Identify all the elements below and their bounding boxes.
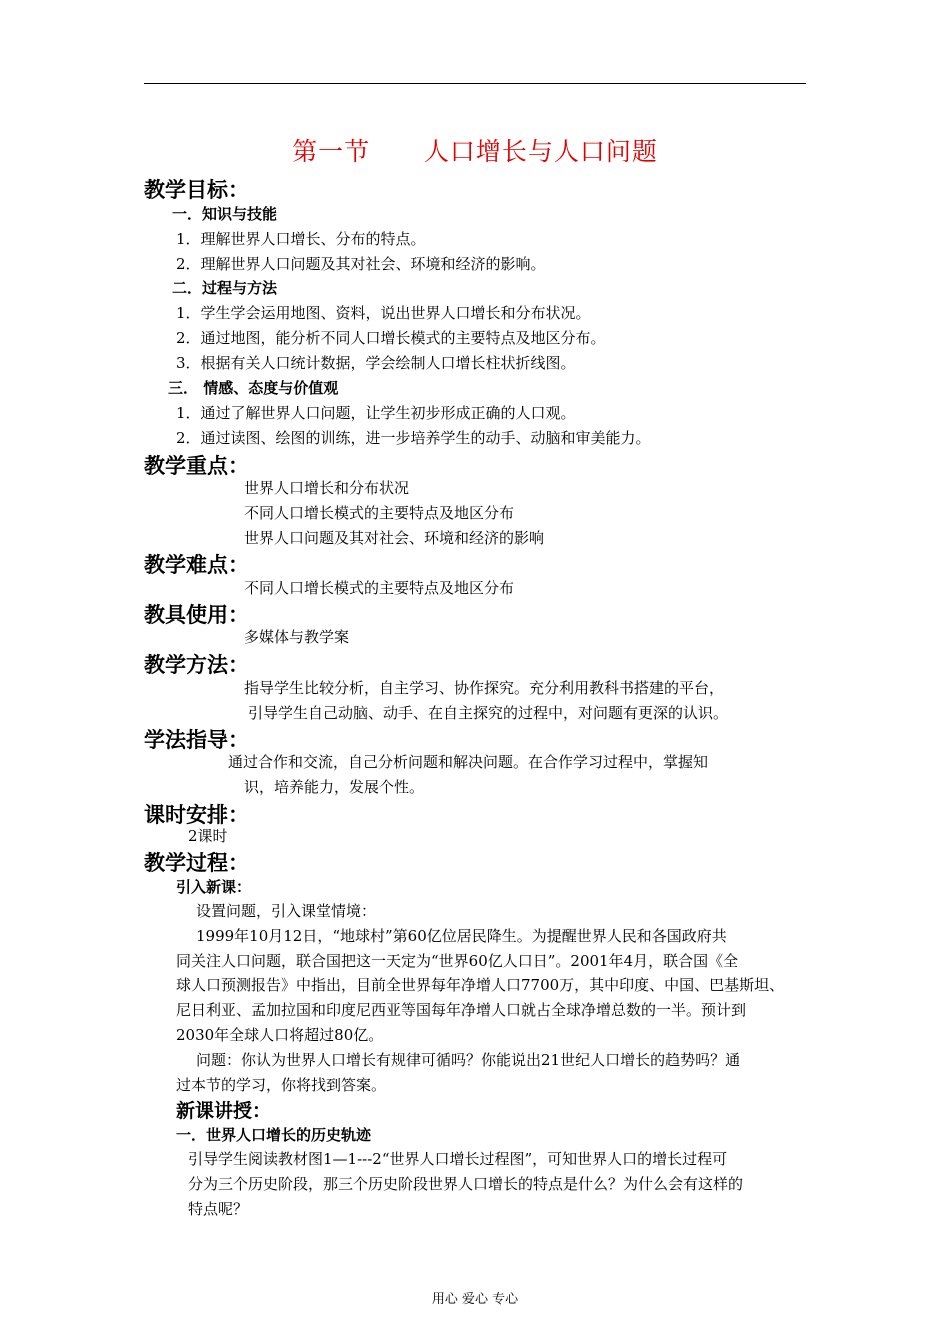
methods-line: 指导学生比较分析，自主学习、协作探究。充分利用教科书搭建的平台， bbox=[244, 679, 725, 697]
study-guide-line: 识，培养能力，发展个性。 bbox=[244, 778, 425, 796]
intro-lead: 设置问题，引入课堂情境： bbox=[196, 902, 377, 920]
section1-line: 分为三个历史阶段，那三个历史阶段世界人口增长的特点是什么？为什么会有这样的 bbox=[188, 1175, 744, 1193]
study-guide-heading: 学法指导： bbox=[144, 728, 249, 752]
process-method-item: 2．通过地图，能分析不同人口增长模式的主要特点及地区分布。 bbox=[176, 329, 606, 347]
intro-paragraph-line: 球人口预测报告》中指出，目前全世界每年净增人口7700万，其中印度、中国、巴基斯坦、 bbox=[176, 976, 785, 994]
teaching-process-heading: 教学过程： bbox=[144, 851, 249, 875]
section1-line: 特点呢？ bbox=[188, 1200, 249, 1218]
page-footer: 用心 爱心 专心 bbox=[431, 1292, 519, 1307]
emotion-item: 2．通过读图、绘图的训练，进一步培养学生的动手、动脑和审美能力。 bbox=[176, 429, 651, 447]
new-lesson-heading: 新课讲授： bbox=[176, 1100, 272, 1122]
intro-paragraph-line: 同关注人口问题，联合国把这一天定为“世界60亿人口日”。2001年4月，联合国《全 bbox=[176, 952, 739, 970]
schedule-text: 2课时 bbox=[188, 827, 228, 845]
knowledge-item: 2．理解世界人口问题及其对社会、环境和经济的影响。 bbox=[176, 255, 546, 273]
knowledge-item: 1．理解世界人口增长、分布的特点。 bbox=[176, 230, 426, 248]
key-points-heading: 教学重点： bbox=[144, 454, 249, 478]
page-title: 第一节 人口增长与人口问题 bbox=[292, 137, 658, 166]
intro-question-line: 问题：你认为世界人口增长有规律可循吗？你能说出21世纪人口增长的趋势吗？通 bbox=[196, 1051, 741, 1069]
study-guide-line: 通过合作和交流，自己分析问题和解决问题。在合作学习过程中，掌握知 bbox=[228, 753, 709, 771]
objectives-heading: 教学目标： bbox=[144, 178, 249, 202]
emotion-heading: 三． 情感、态度与价值观 bbox=[168, 379, 339, 397]
intro-paragraph-line: 尼日利亚、孟加拉国和印度尼西亚等国每年净增人口就占全球净增总数的一半。预计到 bbox=[176, 1001, 747, 1019]
intro-question-line: 过本节的学习，你将找到答案。 bbox=[176, 1076, 387, 1094]
knowledge-heading: 一．知识与技能 bbox=[172, 205, 278, 223]
section1-line: 引导学生阅读教材图1—1---2“世界人口增长过程图”，可知世界人口的增长过程可 bbox=[188, 1150, 728, 1168]
intro-paragraph-line: 2030年全球人口将超过80亿。 bbox=[176, 1026, 384, 1044]
process-method-item: 3．根据有关人口统计数据，学会绘制人口增长柱状折线图。 bbox=[176, 354, 576, 372]
difficulties-heading: 教学难点： bbox=[144, 553, 249, 577]
tools-heading: 教具使用： bbox=[144, 603, 249, 627]
key-point-item: 世界人口问题及其对社会、环境和经济的影响 bbox=[244, 529, 545, 547]
methods-heading: 教学方法： bbox=[144, 653, 249, 677]
difficulties-text: 不同人口增长模式的主要特点及地区分布 bbox=[244, 579, 515, 597]
header-rule bbox=[144, 83, 806, 84]
methods-line: 引导学生自己动脑、动手、在自主探究的过程中，对问题有更深的认识。 bbox=[248, 704, 729, 722]
tools-text: 多媒体与教学案 bbox=[244, 628, 350, 646]
process-method-heading: 二．过程与方法 bbox=[172, 279, 278, 297]
key-point-item: 世界人口增长和分布状况 bbox=[244, 479, 410, 497]
emotion-item: 1．通过了解世界人口问题，让学生初步形成正确的人口观。 bbox=[176, 404, 576, 422]
intro-heading: 引入新课： bbox=[176, 878, 252, 896]
intro-paragraph-line: 1999年10月12日，“地球村”第60亿位居民降生。为提醒世界人民和各国政府共 bbox=[196, 927, 727, 945]
section1-heading: 一．世界人口增长的历史轨迹 bbox=[176, 1126, 372, 1144]
schedule-heading: 课时安排： bbox=[144, 803, 249, 827]
process-method-item: 1．学生学会运用地图、资料，说出世界人口增长和分布状况。 bbox=[176, 304, 591, 322]
key-point-item: 不同人口增长模式的主要特点及地区分布 bbox=[244, 504, 515, 522]
